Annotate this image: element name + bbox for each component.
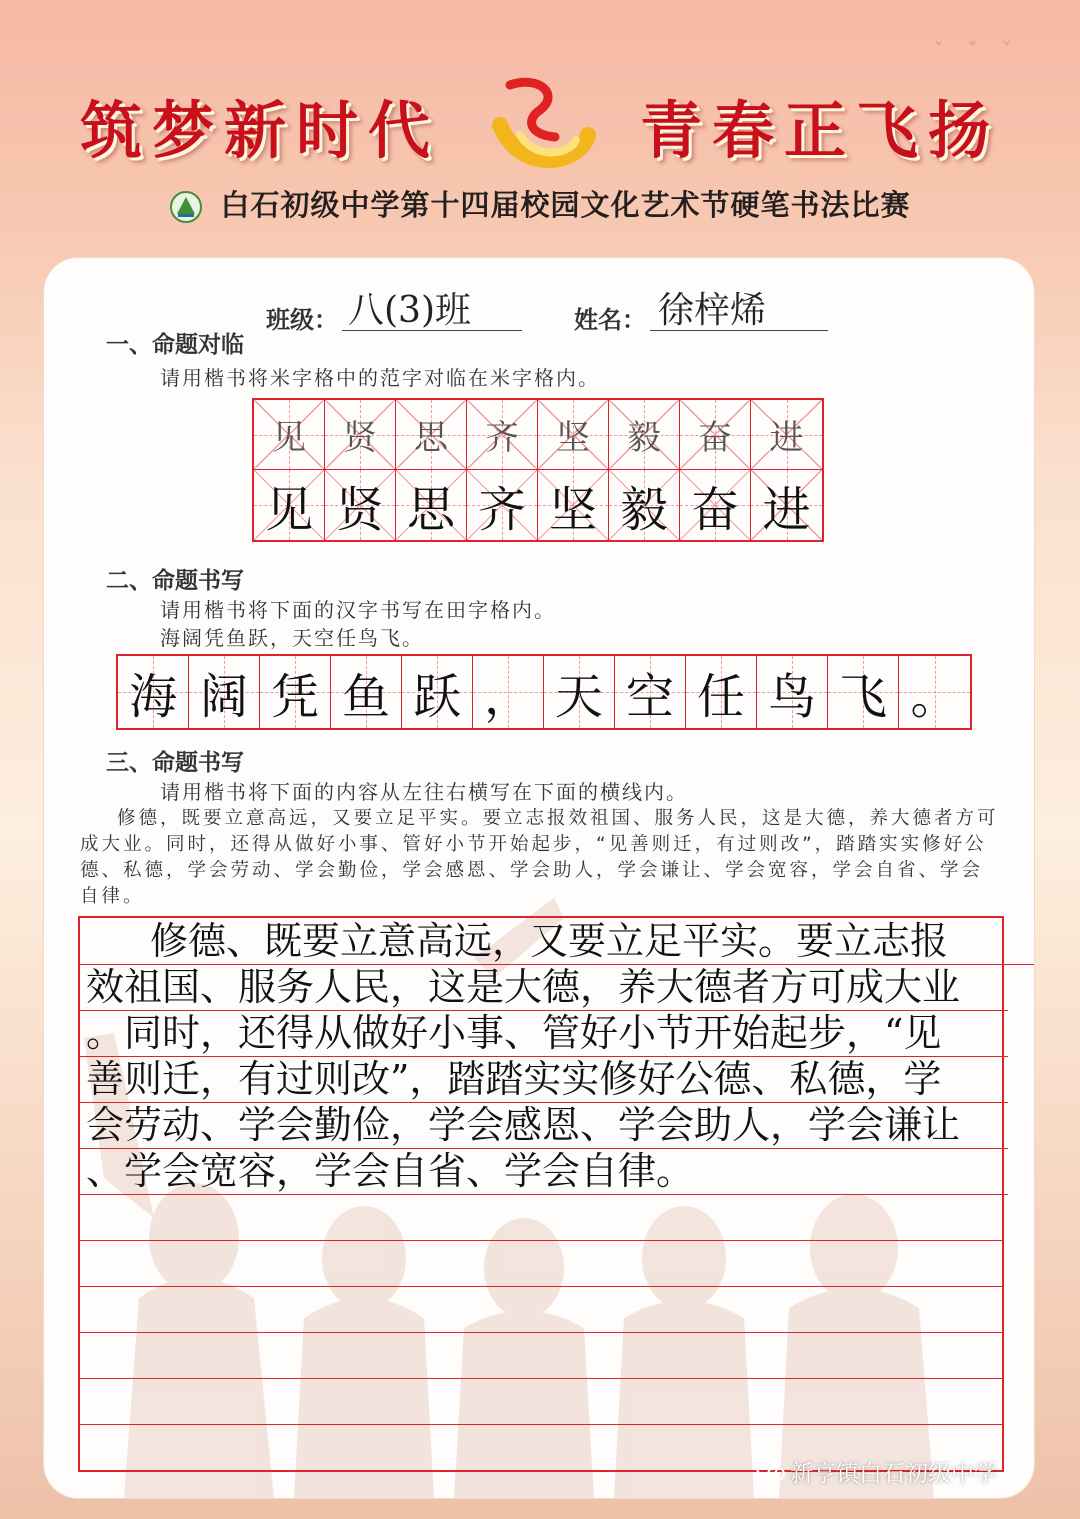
section3-note: 请用楷书将下面的内容从左往右横写在下面的横线内。 <box>160 780 688 804</box>
wechat-icon <box>756 1458 786 1484</box>
handwritten-line <box>80 1332 1002 1379</box>
banner <box>0 80 1080 170</box>
written-char-cell: 任 <box>686 656 757 728</box>
handwritten-line: 修德、既要立意高远，又要立足平实。要立志报 <box>80 918 1034 965</box>
section2-note: 请用楷书将下面的汉字书写在田字格内。 <box>160 598 556 622</box>
written-char-cell: 凭 <box>260 656 331 728</box>
written-char-cell: 海 <box>118 656 189 728</box>
watermark: 新亨镇白石初级中学 <box>790 1461 997 1487</box>
class-value: 八(3)班 <box>342 282 522 331</box>
model-char-cell: 思 <box>396 400 467 470</box>
written-char-cell: 跃 <box>402 656 473 728</box>
handwritten-line <box>80 1240 1002 1287</box>
mi-grid <box>252 398 824 542</box>
handwritten-line: 、学会宽容，学会自省、学会自律。 <box>80 1148 1008 1195</box>
written-char-cell: 鸟 <box>757 656 828 728</box>
written-char-cell: ， <box>473 656 544 728</box>
handwritten-line: 会劳动、学会勤俭，学会感恩、学会助人，学会谦让 <box>80 1102 1008 1149</box>
competition-title-text: 白石初级中学第十四届校园文化艺术节硬笔书法比赛 <box>220 188 911 222</box>
model-char-cell: 贤 <box>325 400 396 470</box>
section2-prompt: 海阔凭鱼跃，天空任鸟飞。 <box>160 626 424 650</box>
festival-swoosh-logo <box>480 65 600 185</box>
section1-title: 一、命题对临 <box>106 332 244 358</box>
tian-grid <box>116 654 972 730</box>
model-char-cell: 见 <box>254 400 325 470</box>
written-char-cell: 天 <box>544 656 615 728</box>
model-char-cell: 毅 <box>609 400 680 470</box>
name-value: 徐梓烯 <box>650 282 828 331</box>
copied-char-cell: 毅 <box>609 470 680 540</box>
handwritten-line: 。同时，还得从做好小事、管好小节开始起步，“见 <box>80 1010 1008 1057</box>
handwritten-line <box>80 1286 1002 1333</box>
copied-char-cell: 见 <box>254 470 325 540</box>
school-logo-icon <box>169 190 203 224</box>
model-char-cell: 齐 <box>467 400 538 470</box>
section1-note: 请用楷书将米字格中的范字对临在米字格内。 <box>160 366 600 390</box>
copied-char-cell: 齐 <box>467 470 538 540</box>
class-label: 班级： <box>266 306 338 334</box>
banner-left-text: 筑梦新时代 <box>79 93 440 167</box>
copied-char-cell: 奋 <box>680 470 751 540</box>
written-char-cell: 空 <box>615 656 686 728</box>
written-char-cell: 阔 <box>189 656 260 728</box>
model-char-cell: 奋 <box>680 400 751 470</box>
handwriting-lines <box>78 916 1004 1472</box>
model-char-cell: 进 <box>751 400 822 470</box>
handwritten-line <box>80 1378 1002 1425</box>
birds-decoration: ˇ ˇ ˇ <box>933 40 1020 65</box>
section3-title: 三、命题书写 <box>106 750 244 776</box>
copied-char-cell: 贤 <box>325 470 396 540</box>
competition-title <box>0 183 1080 224</box>
banner-right-text: 青春正飞扬 <box>640 93 1001 167</box>
section2-title: 二、命题书写 <box>106 568 244 594</box>
handwritten-line <box>80 1194 1002 1241</box>
entry-panel <box>44 258 1034 1498</box>
copied-char-cell: 进 <box>751 470 822 540</box>
written-char-cell: 鱼 <box>331 656 402 728</box>
copied-char-cell: 坚 <box>538 470 609 540</box>
copied-char-cell: 思 <box>396 470 467 540</box>
name-label: 姓名： <box>574 306 646 334</box>
written-char-cell: 飞 <box>828 656 899 728</box>
handwritten-line: 善则迁，有过则改”，踏踏实实修好公德、私德，学 <box>80 1056 1008 1103</box>
written-char-cell: 。 <box>899 656 970 728</box>
model-char-cell: 坚 <box>538 400 609 470</box>
section3-passage: 修德，既要立意高远，又要立足平实。要立志报效祖国、服务人民，这是大德，养大德者方可成大业。同时，还得从做好小事、管好小节开始起步，“见善则迁，有过则改”，踏踏实实修好公德、私德，学会劳动、学会勤俭，学会感恩、学会助人，学会谦让、学会宽容，学会自省、学会自律。 <box>80 808 999 907</box>
handwritten-line: 效祖国、服务人民，这是大德，养大德者方可成大业 <box>80 964 1008 1011</box>
